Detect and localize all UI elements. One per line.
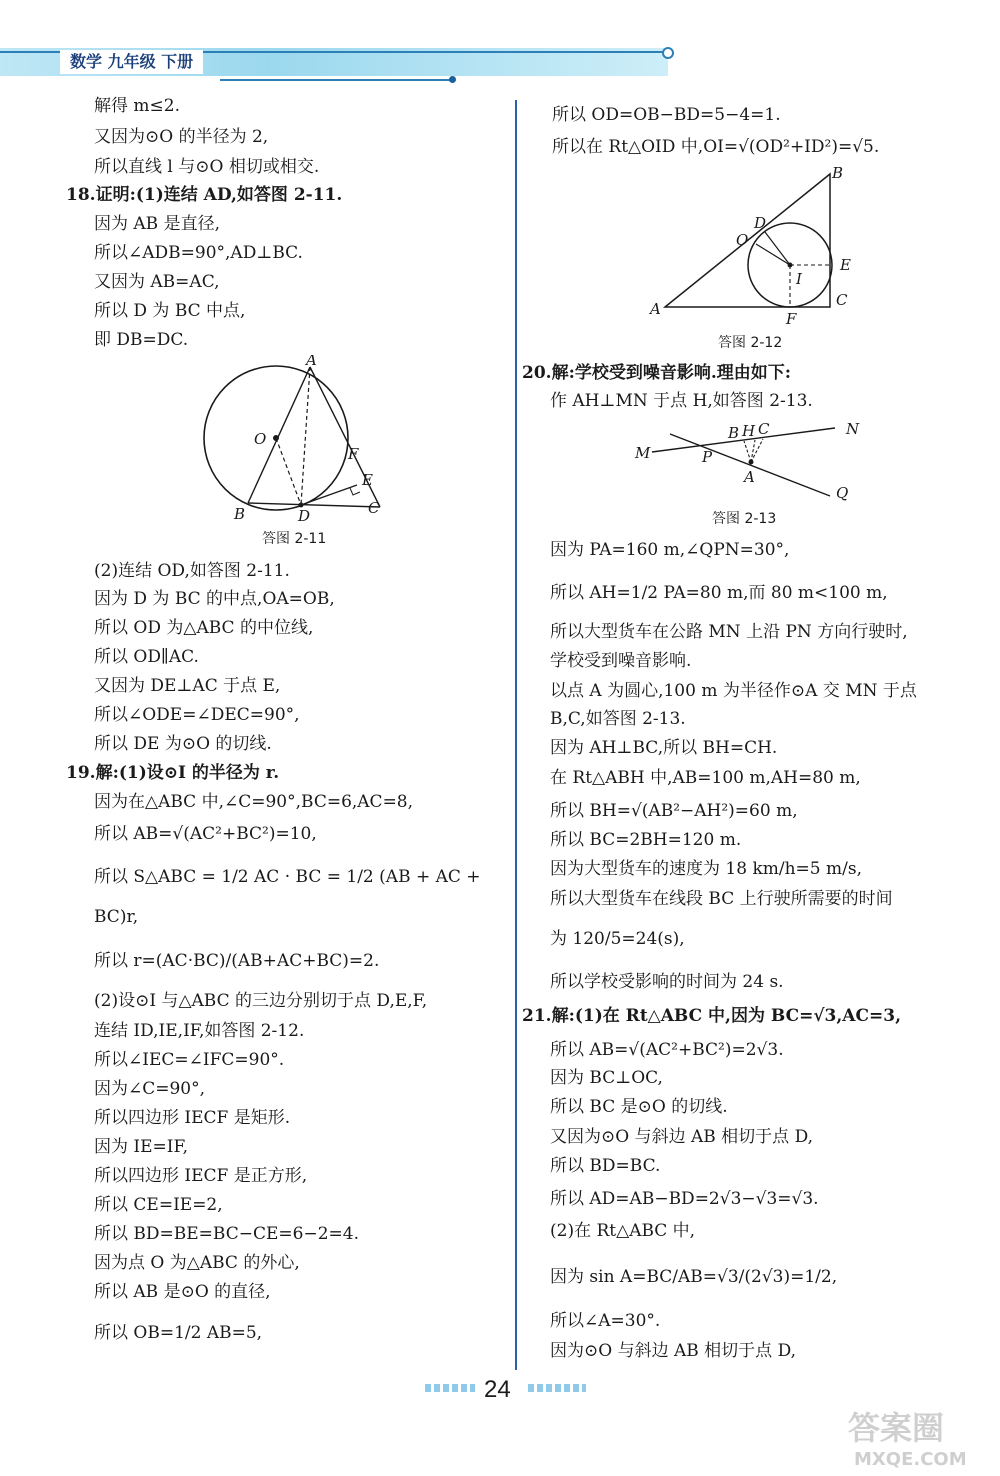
- text-line: 在 Rt△ABH 中,AB=100 m,AH=80 m,: [550, 768, 861, 788]
- text-line: 所以 OB=1/2 AB=5,: [94, 1323, 263, 1343]
- text-line: 解得 m≤2.: [94, 96, 180, 116]
- text-line: 所以 AB=√(AC²+BC²)=2√3.: [550, 1040, 784, 1060]
- text-line: 又因为 AB=AC,: [94, 272, 220, 292]
- text-line: 学校受到噪音影响.: [550, 651, 692, 671]
- footer-ornament-right: [528, 1384, 586, 1392]
- text-line: 作 AH⊥MN 于点 H,如答图 2-13.: [550, 391, 813, 411]
- watermark-url: MXQE.COM: [854, 1449, 967, 1470]
- text-line: 因为 sin A=BC/AB=√3/(2√3)=1/2,: [550, 1267, 838, 1287]
- label-A: A: [650, 300, 661, 318]
- text-line: (2)设⊙I 与△ABC 的三边分别切于点 D,E,F,: [94, 991, 428, 1011]
- label-M: M: [635, 444, 651, 462]
- problem-20-heading: 20.解:学校受到噪音影响.理由如下:: [522, 363, 792, 383]
- text-line: 所以 S△ABC = 1/2 AC · BC = 1/2 (AB + AC +: [94, 867, 481, 887]
- label-B: B: [234, 505, 246, 523]
- text-line: 所以 AD=AB−BD=2√3−√3=√3.: [550, 1189, 819, 1209]
- label-O: O: [736, 231, 749, 249]
- text-line: 因为 BC⊥OC,: [550, 1068, 663, 1088]
- text-line: B,C,如答图 2-13.: [550, 709, 686, 729]
- text-line: 因为在△ABC 中,∠C=90°,BC=6,AC=8,: [94, 792, 414, 812]
- text-line: 所以 AB=√(AC²+BC²)=10,: [94, 824, 317, 844]
- text-line: (2)连结 OD,如答图 2-11.: [94, 561, 290, 581]
- label-D: D: [298, 507, 311, 525]
- text-line: 所以 CE=IE=2,: [94, 1195, 223, 1215]
- page-number: 24: [484, 1376, 511, 1403]
- running-header-title: 数学 九年级 下册: [60, 50, 203, 74]
- text-line: 所以 BH=√(AB²−AH²)=60 m,: [550, 801, 798, 821]
- text-line: 即 DB=DC.: [94, 330, 189, 350]
- text-line: 所以 BD=BC.: [550, 1156, 661, 1176]
- text-line: 因为⊙O 与斜边 AB 相切于点 D,: [550, 1341, 796, 1361]
- footer-ornament-left: [425, 1384, 475, 1392]
- label-O: O: [254, 430, 267, 448]
- text-line: 所以 OD=OB−BD=5−4=1.: [552, 105, 781, 125]
- text-line: 因为点 O 为△ABC 的外心,: [94, 1253, 300, 1273]
- column-divider: [515, 100, 517, 1370]
- text-line: 又因为⊙O 与斜边 AB 相切于点 D,: [550, 1127, 813, 1147]
- problem-21-heading: 21.解:(1)在 Rt△ABC 中,因为 BC=√3,AC=3,: [522, 1006, 901, 1026]
- label-F: F: [348, 445, 359, 463]
- label-A: A: [306, 355, 317, 369]
- text-line: 因为 AH⊥BC,所以 BH=CH.: [550, 738, 778, 758]
- text-line: 所以大型货车在公路 MN 上沿 PN 方向行驶时,: [550, 622, 908, 642]
- text-line: 所以∠ODE=∠DEC=90°,: [94, 705, 300, 725]
- text-line: 所以四边形 IECF 是正方形,: [94, 1166, 308, 1186]
- text-line: 因为 D 为 BC 的中点,OA=OB,: [94, 589, 335, 609]
- figure-2-11-caption: 答图 2-11: [262, 531, 327, 547]
- text-line: 所以 DE 为⊙O 的切线.: [94, 734, 272, 754]
- text-line: 所以 AH=1/2 PA=80 m,而 80 m<100 m,: [550, 583, 888, 603]
- header-rule-end-dot: [662, 47, 674, 59]
- label-H: H: [742, 422, 756, 440]
- text-line: 所以 OD∥AC.: [94, 647, 199, 667]
- text-line: 又因为⊙O 的半径为 2,: [94, 127, 269, 147]
- label-C: C: [368, 499, 380, 517]
- label-F: F: [786, 310, 797, 328]
- label-E: E: [362, 471, 373, 489]
- label-P: P: [702, 448, 713, 466]
- header-subrule: [220, 79, 452, 81]
- watermark-logo: [840, 1405, 990, 1471]
- problem-18-heading: 18.证明:(1)连结 AD,如答图 2-11.: [66, 185, 343, 205]
- header-subrule-dot: [449, 76, 456, 83]
- label-N: N: [846, 420, 860, 438]
- text-line: 所以 D 为 BC 中点,: [94, 301, 246, 321]
- figure-2-13-caption: 答图 2-13: [712, 511, 777, 527]
- text-line: 因为 AB 是直径,: [94, 214, 220, 234]
- text-line: 所以直线 l 与⊙O 相切或相交.: [94, 157, 320, 177]
- text-line: 所以∠IEC=∠IFC=90°.: [94, 1050, 285, 1070]
- label-D: D: [754, 214, 767, 232]
- text-line: 所以四边形 IECF 是矩形.: [94, 1108, 291, 1128]
- label-C: C: [836, 291, 848, 309]
- text-line: 因为 PA=160 m,∠QPN=30°,: [550, 540, 790, 560]
- label-E: E: [840, 256, 851, 274]
- text-line: 所以学校受影响的时间为 24 s.: [550, 972, 784, 992]
- label-A: A: [744, 468, 755, 486]
- text-line: 所以∠A=30°.: [550, 1311, 661, 1331]
- figure-2-12: [640, 162, 870, 337]
- label-C: C: [758, 420, 770, 438]
- figure-2-13: [630, 412, 870, 508]
- figure-2-12-caption: 答图 2-12: [718, 335, 783, 351]
- text-line: 以点 A 为圆心,100 m 为半径作⊙A 交 MN 于点: [550, 681, 917, 701]
- label-I: I: [796, 270, 802, 288]
- problem-19-heading: 19.解:(1)设⊙I 的半径为 r.: [66, 763, 280, 783]
- text-line: 因为∠C=90°,: [94, 1079, 206, 1099]
- text-line: 又因为 DE⊥AC 于点 E,: [94, 676, 281, 696]
- text-line: 所以 OD 为△ABC 的中位线,: [94, 618, 314, 638]
- text-line: 因为大型货车的速度为 18 km/h=5 m/s,: [550, 859, 862, 879]
- text-line: 为 120/5=24(s),: [550, 929, 685, 949]
- label-Q: Q: [836, 484, 849, 502]
- text-line: 所以 AB 是⊙O 的直径,: [94, 1282, 271, 1302]
- text-line: BC)r,: [94, 907, 139, 927]
- text-line: 所以 BC=2BH=120 m.: [550, 830, 742, 850]
- text-line: 所以 BC 是⊙O 的切线.: [550, 1097, 728, 1117]
- text-line: 连结 ID,IE,IF,如答图 2-12.: [94, 1021, 305, 1041]
- text-line: 所以大型货车在线段 BC 上行驶所需要的时间: [550, 889, 893, 909]
- label-B: B: [832, 164, 844, 182]
- text-line: (2)在 Rt△ABC 中,: [550, 1221, 696, 1241]
- figure-2-11: [200, 355, 400, 525]
- text-line: 所以∠ADB=90°,AD⊥BC.: [94, 243, 303, 263]
- text-line: 所以在 Rt△OID 中,OI=√(OD²+ID²)=√5.: [552, 137, 880, 157]
- text-line: 因为 IE=IF,: [94, 1137, 189, 1157]
- watermark-text: 答案圈: [848, 1409, 945, 1447]
- text-line: 所以 BD=BE=BC−CE=6−2=4.: [94, 1224, 359, 1244]
- label-B: B: [728, 424, 740, 442]
- text-line: 所以 r=(AC·BC)/(AB+AC+BC)=2.: [94, 951, 380, 971]
